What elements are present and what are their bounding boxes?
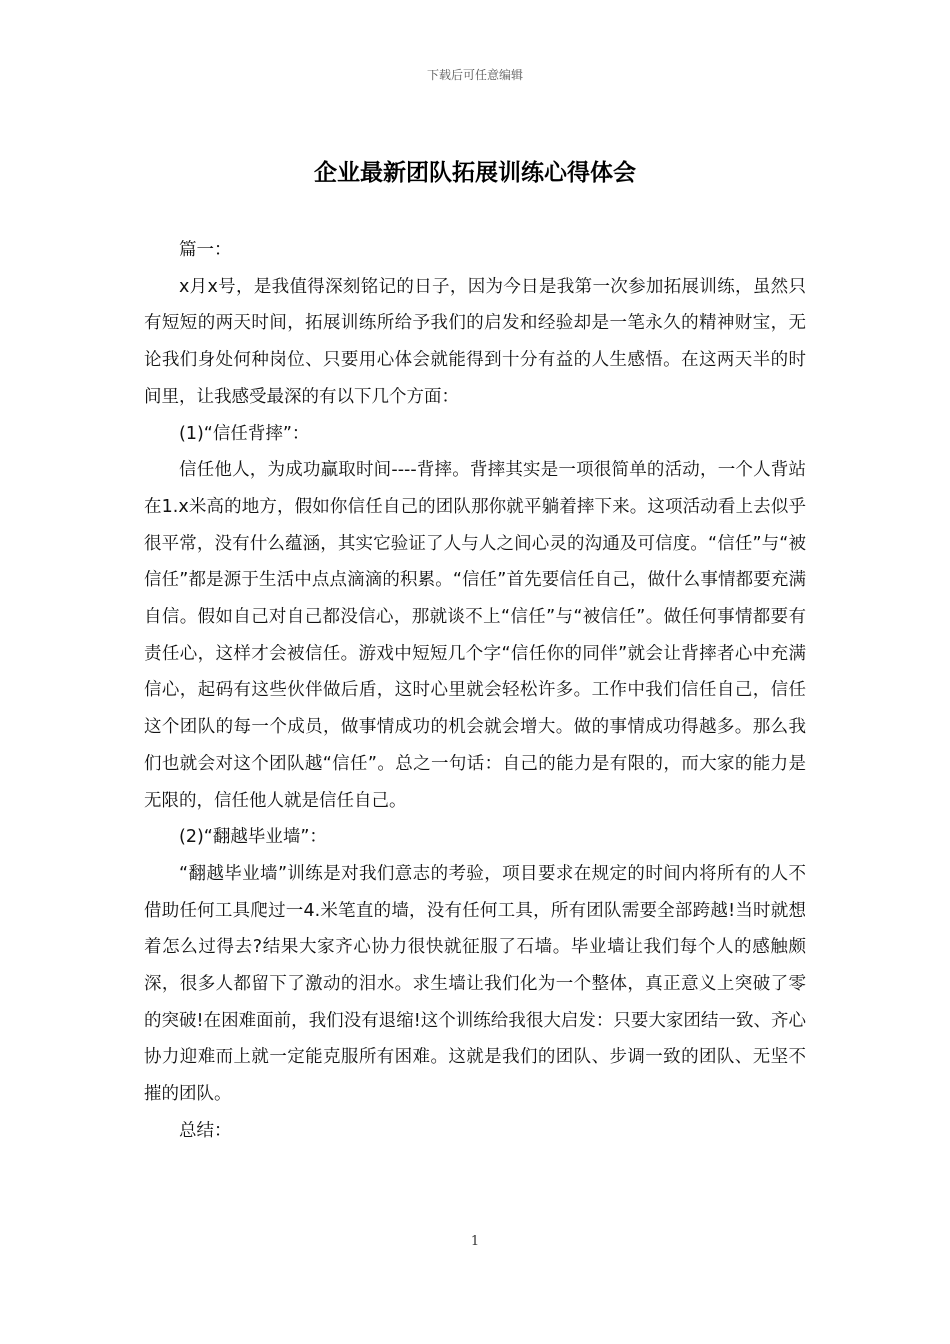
body-paragraph: x月x号，是我值得深刻铭记的日子，因为今日是我第一次参加拓展训练，虽然只有短短的两天时间，拓展训练所给予我们的启发和经验却是一笔永久的精神财宝，无论我们身处何种岗位、只要用心体会就能得到十分有益的人生感悟。在这两天半的时间里，让我感受最深的有以下几个方面： <box>144 276 806 407</box>
section-label: 篇一： <box>179 240 232 260</box>
section-label: 总结： <box>179 1120 232 1141</box>
body-paragraph: “翻越毕业墙”训练是对我们意志的考验，项目要求在规定的时间内将所有的人不借助任何工具爬过一4.米笔直的墙，没有任何工具，所有团队需要全部跨越!当时就想着怎么过得去?结果大家齐心协力很快就征服了石墙。毕业墙让我们每个人的感触颇深，很多人都留下了激动的泪水。求生墙让我们化为一个整体，真正意义上突破了零的突破!在困难面前，我们没有退缩!这个训练给我很大启发：只要大家团结一致、齐心协力迎难而上就一定能克服所有困难。这就是我们的团队、步调一致的团队、无坚不摧的团队。 <box>144 863 806 1105</box>
subheading: (1)“信任背摔”： <box>179 423 310 444</box>
document-title: 企业最新团队拓展训练心得体会 <box>314 160 636 186</box>
body-paragraph: 信任他人，为成功赢取时间----背摔。背摔其实是一项很简单的活动，一个人背站在1.x米高的地方，假如你信任自己的团队那你就平躺着摔下来。这项活动看上去似乎很平常，没有什么蕴涵，其实它验证了人与人之间心灵的沟通及可信度。“信任”与“被信任”都是源于生活中点点滴滴的积累。“信任”首先要信任自己，做什么事情都要充满自信。假如自己对自己都没信心，那就谈不上“信任”与“被信任”。做任何事情都要有责任心，这样才会被信任。游戏中短短几个字“信任你的同伴”就会让背摔者心中充满信心，起码有这些伙伴做后盾，这时心里就会轻松许多。工作中我们信任自己，信任这个团队的每一个成员，做事情成功的机会就会增大。做的事情成功得越多。那么我们也就会对这个团队越“信任”。总之一句话：自己的能力是有限的，而大家的能力是无限的，信任他人就是信任自己。 <box>144 460 806 811</box>
subheading: (2)“翻越毕业墙”： <box>179 827 327 848</box>
document-body <box>144 232 806 1150</box>
page-number: 1 <box>470 1234 480 1249</box>
page-header: 下载后可任意编辑 <box>426 68 523 82</box>
